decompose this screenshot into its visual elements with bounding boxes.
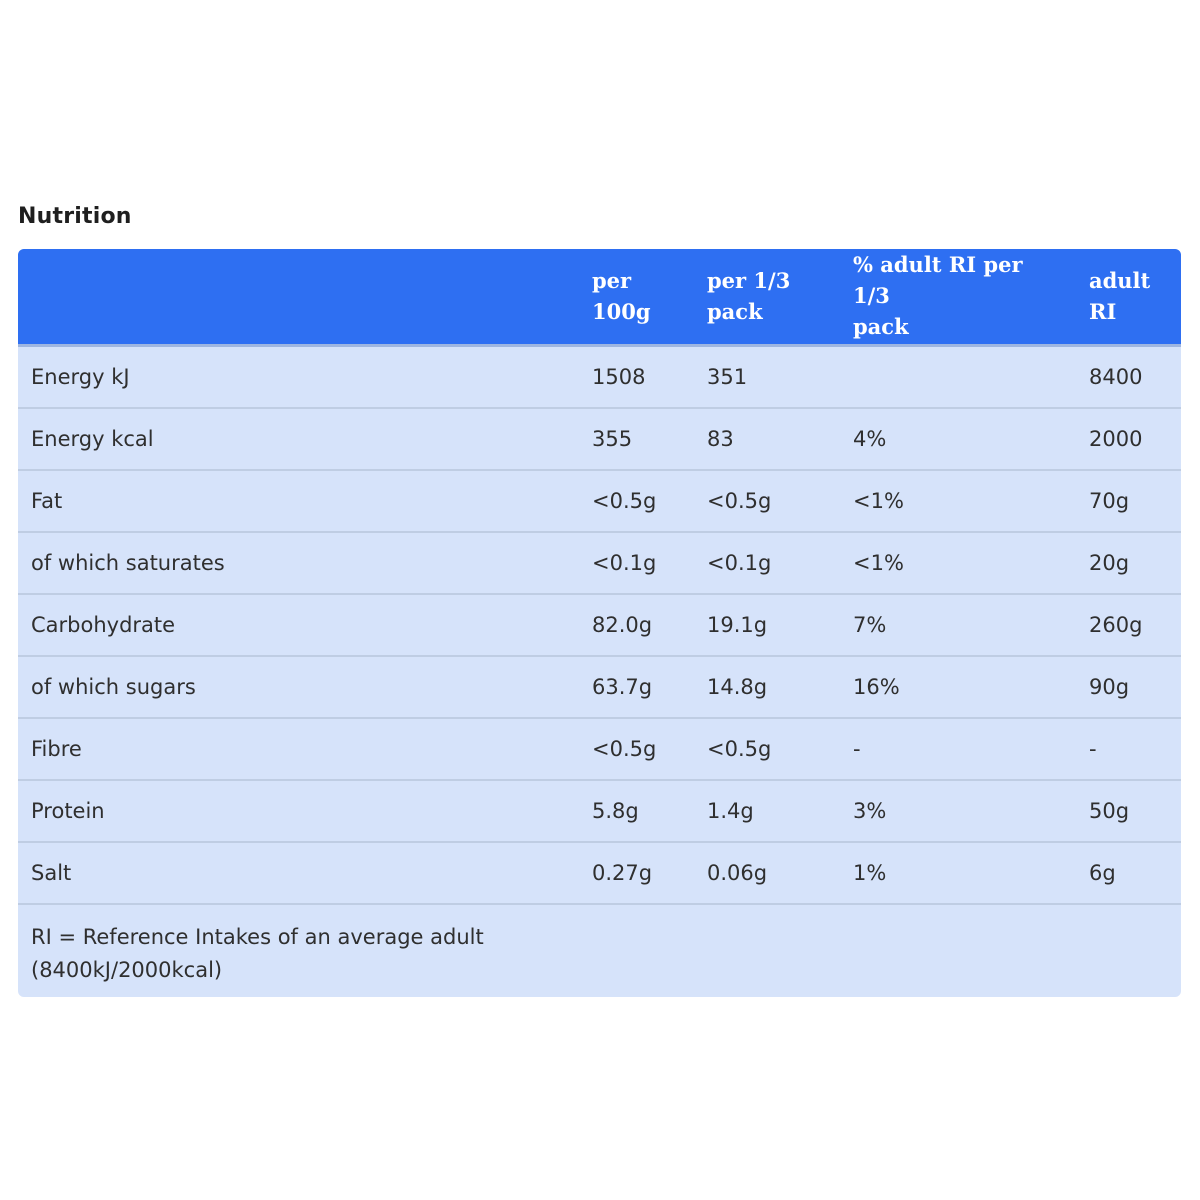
table-row	[18, 718, 1181, 780]
per-third-pack-cell: 1.4g	[707, 798, 754, 823]
footnote-row	[18, 904, 1181, 998]
header-per-third-pack-line2: pack	[707, 298, 763, 324]
table-row	[18, 594, 1181, 656]
adult-ri-cell: 6g	[1089, 860, 1116, 885]
table-row	[18, 470, 1181, 532]
table-row	[18, 346, 1181, 408]
nutrient-cell: of which saturates	[31, 550, 225, 575]
per-third-pack-cell: 83	[707, 426, 734, 451]
adult-ri-cell: 20g	[1089, 550, 1130, 575]
header-adult-ri-line2: RI	[1089, 298, 1117, 324]
table-row	[18, 842, 1181, 904]
table-row	[18, 656, 1181, 718]
header-cell-nutrient	[18, 249, 579, 346]
adult-ri-cell: -	[1089, 736, 1097, 761]
percent-ri-cell: -	[853, 736, 861, 761]
nutrient-cell: Fibre	[31, 736, 82, 761]
per-third-pack-cell: 351	[707, 364, 748, 389]
per-third-pack-cell: <0.5g	[707, 736, 772, 761]
nutrient-cell: Carbohydrate	[31, 612, 176, 637]
nutrition-table-container	[18, 249, 1181, 997]
footnote-cell	[18, 904, 1181, 998]
adult-ri-cell: 50g	[1089, 798, 1130, 823]
percent-ri-cell: <1%	[853, 488, 904, 513]
nutrient-cell: Fat	[31, 488, 63, 513]
adult-ri-cell: 8400	[1089, 364, 1143, 389]
percent-ri-cell: 1%	[853, 860, 887, 885]
header-cell-per-100g	[579, 249, 694, 346]
header-row	[18, 249, 1181, 346]
header-adult-ri-line1: adult	[1089, 267, 1151, 293]
header-percent-ri-line1: % adult RI per 1/3	[853, 252, 1023, 308]
table-body	[18, 346, 1181, 998]
nutrient-cell: Energy kcal	[31, 426, 154, 451]
header-per-100g-line1: per	[592, 267, 632, 293]
percent-ri-cell: 7%	[853, 612, 887, 637]
percent-ri-cell	[840, 346, 1076, 408]
section-title: Nutrition	[18, 204, 132, 229]
nutrient-cell: Protein	[31, 798, 105, 823]
nutrient-cell: of which sugars	[31, 674, 196, 699]
per-100g-cell: <0.5g	[592, 736, 657, 761]
header-per-third-pack-line1: per 1/3	[707, 267, 791, 293]
adult-ri-cell: 70g	[1089, 488, 1130, 513]
per-100g-cell: <0.5g	[592, 488, 657, 513]
per-100g-cell: 5.8g	[592, 798, 639, 823]
nutrient-cell: Salt	[31, 860, 72, 885]
header-cell-per-third-pack	[694, 249, 840, 346]
percent-ri-cell: 3%	[853, 798, 887, 823]
per-100g-cell: 355	[592, 426, 633, 451]
per-100g-cell: 0.27g	[592, 860, 653, 885]
table-header	[18, 249, 1181, 346]
nutrient-cell: Energy kJ	[31, 364, 130, 389]
percent-ri-cell: 4%	[853, 426, 887, 451]
per-100g-cell: 1508	[592, 364, 646, 389]
percent-ri-cell: 16%	[853, 674, 900, 699]
header-per-100g-line2: 100g	[592, 298, 651, 324]
nutrition-table	[18, 249, 1181, 997]
per-third-pack-cell: 19.1g	[707, 612, 768, 637]
table-row	[18, 780, 1181, 842]
per-third-pack-cell: 0.06g	[707, 860, 768, 885]
table-row	[18, 532, 1181, 594]
percent-ri-cell: <1%	[853, 550, 904, 575]
per-100g-cell: 82.0g	[592, 612, 653, 637]
footnote-line1: RI = Reference Intakes of an average adult	[31, 924, 484, 949]
footnote-line2: (8400kJ/2000kcal)	[31, 957, 223, 982]
adult-ri-cell: 260g	[1089, 612, 1143, 637]
adult-ri-cell: 2000	[1089, 426, 1143, 451]
per-100g-cell: <0.1g	[592, 550, 657, 575]
header-cell-percent-ri	[840, 249, 1076, 346]
adult-ri-cell: 90g	[1089, 674, 1130, 699]
per-third-pack-cell: <0.1g	[707, 550, 772, 575]
header-percent-ri-line2: pack	[853, 314, 909, 339]
per-100g-cell: 63.7g	[592, 674, 653, 699]
per-third-pack-cell: 14.8g	[707, 674, 768, 699]
table-row	[18, 408, 1181, 470]
header-cell-adult-ri	[1076, 249, 1181, 346]
per-third-pack-cell: <0.5g	[707, 488, 772, 513]
